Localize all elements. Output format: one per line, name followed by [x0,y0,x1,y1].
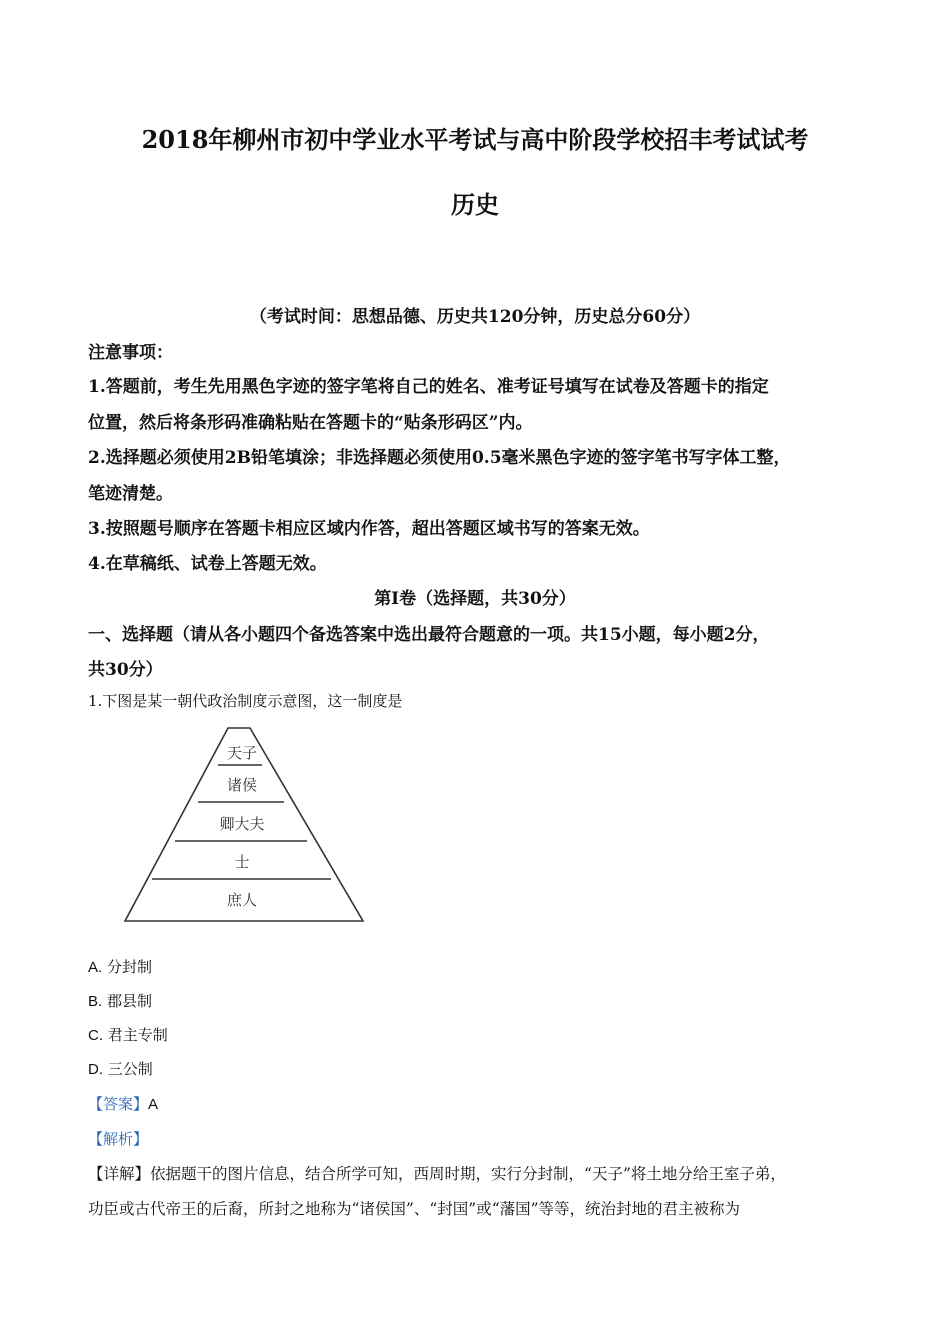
option-letter: D. [88,1061,103,1078]
pyramid-level: 诸侯 [226,776,258,794]
option-text: 郡县制 [106,992,152,1010]
answer-label: 【答案】 [88,1095,149,1113]
pyramid-diagram [120,725,370,925]
part-one-instructions: 一、选择题（请从各小题四个备选答案中选出最符合题意的一项。共15小题，每小题2分， [88,625,770,645]
option-d [88,1058,153,1079]
option-c [88,1024,168,1045]
note-line: 1.答题前，考生先用黑色字迹的签字笔将自己的姓名、准考证号填写在试卷及答题卡的指定 [88,377,769,397]
exam-title: 2018年柳州市初中学业水平考试与高中阶段学校招丰考试试考 [141,125,809,154]
note-line: 位置，然后将条形码准确粘贴在答题卡的“贴条形码区”内。 [88,413,533,433]
option-text: 三公制 [107,1060,153,1078]
option-text: 君主专制 [107,1026,168,1044]
analysis-line [88,1128,148,1149]
option-a [88,956,152,977]
subject-title: 历史 [451,190,499,219]
detail-text: 依据题干的图片信息，结合所学可知，西周时期，实行分封制，“天子”将土地分给王室子弟， [150,1165,786,1183]
option-letter: B. [88,993,103,1010]
option-b [88,990,152,1011]
note-line: 2.选择题必须使用2B铅笔填涂；非选择题必须使用0.5毫米黑色字迹的签字笔书写字体工整， [88,448,791,468]
analysis-label: 【解析】 [88,1130,149,1148]
option-letter: C. [88,1027,103,1044]
note-line: 笔迹清楚。 [88,484,173,504]
part-one-instructions-cont: 共30分） [88,660,163,680]
pyramid-level: 天子 [226,744,258,762]
exam-time: （考试时间：思想品德、历史共120分钟，历史总分60分） [249,307,701,327]
option-letter: A. [88,959,103,976]
question-stem: 1.下图是某一朝代政治制度示意图，这一制度是 [88,692,403,710]
note-line: 3.按照题号顺序在答题卡相应区域内作答，超出答题区域书写的答案无效。 [88,519,650,539]
pyramid-level: 卿大夫 [219,815,265,833]
detail-label: 【详解】 [88,1165,151,1183]
detail-line [88,1162,786,1184]
answer-line [88,1093,158,1114]
notes-heading: 注意事项： [88,343,173,363]
section-title: 第Ⅰ卷（选择题，共30分） [374,589,576,609]
option-text: 分封制 [106,958,152,976]
note-line: 4.在草稿纸、试卷上答题无效。 [88,554,327,574]
pyramid-level: 士 [234,853,250,871]
pyramid-level: 庶人 [226,891,258,909]
detail-line: 功臣或古代帝王的后裔，所封之地称为“诸侯国”、“封国”或“藩国”等等，统治封地的君主被称为 [88,1200,741,1218]
answer-value: A [148,1096,159,1113]
